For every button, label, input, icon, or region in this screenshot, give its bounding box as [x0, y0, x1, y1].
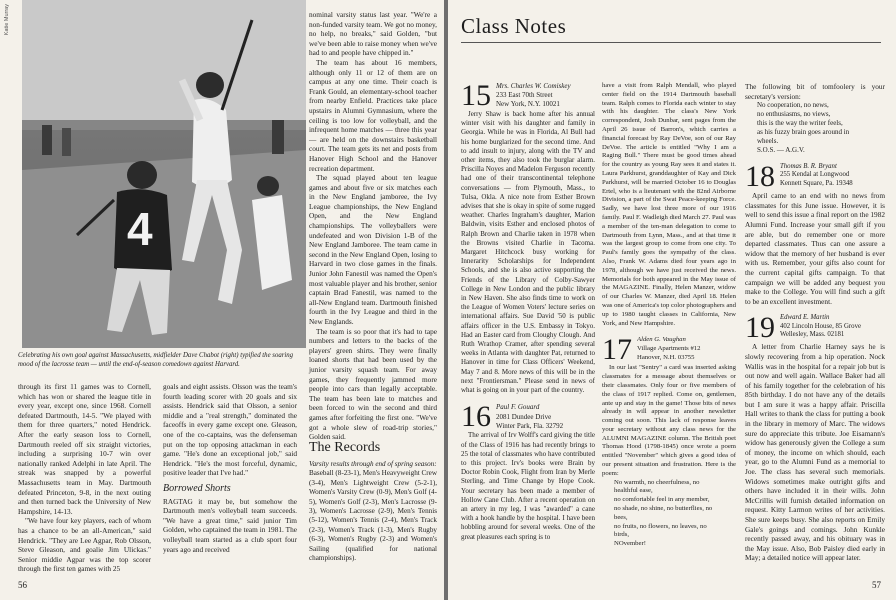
paragraph: RAGTAG it may be, but somehow the Dartmouth men's volleyball team succeeds. "We have a great time," said junior Tim Golden, who captained the team in 1981. The volleyball team started as a club sport four years ago and received [163, 496, 297, 554]
lacrosse-photo [22, 0, 306, 348]
secretary-city: Winter Park, Fla. 32792 [496, 421, 564, 430]
class-year-17: 17 [602, 336, 632, 367]
secretary-name: Edward E. Martin [780, 314, 830, 322]
article-column-1 [18, 382, 151, 574]
class-1917-entry [602, 336, 736, 549]
poem-line: No warmth, no cheerfulness, no [614, 478, 700, 486]
class-note-text: have a visit from Ralph Mendall, who played center field on the 1914 Dartmouth baseball team. Ralph comes to Florida each winter to stay with his daughter. The class's New York correspondent, Josh Dunbar, sent pages from the April 26 issue of Barron's, which carries a financial forecast by Ray DeVoe, son of our Ray DeVoe. The article is entitled "Why I am a Raging Bull." There must be good times ahead for the country as young Ray sees it and states it. Laura Parkhurst, granddaughter of Kay and Dick Parkhurst, will be married October 16 to Douglas Ertel, who is a lieutenant with the 82nd Airborne Division, a part of the Swat Peace-keeping Force. Sadly, we have lost three more of our 1916 family. Paul F. Wadleigh died March 27. Paul was a member of the ten-man delegation to come to Dartmouth from Lynn, Mass., and at that time it was the largest group to come from one city. To Paul's family goes the sympathy of the class. Also, Frank W. Adams died four years ago in 1978, although we have just received the news. Memorials for both appeared in the May issue of the MAGAZINE. Finally, Helen Manzer, widow of our Charles W. Manzer, died April 18. Helen was one of America's top color photographers and up to 1980 taught classes in California, New York, and New Hampshire. [602, 82, 736, 327]
secretary-street: 2081 Dundee Drive [496, 412, 552, 421]
poem-line: S.O.S. — A.G.V. [757, 146, 805, 155]
class-note-text: April came to an end with no news from classmates for this June issue. However, it is well to send this issue a final report on the 1982 Alumni Fund. Increase your small gift if you are able, but do remember one or more departed classmates. Thus can one assure a widow that the memory of her husband is ever with us. Remember, your gifts also count for the current capital gifts campaign. To that campaign we will be added any bequest you make to the College. You will find such a gift to be an excellent investment. [745, 191, 885, 306]
class-notes-title: Class Notes [461, 14, 567, 38]
class-year-19: 19 [745, 314, 775, 345]
poem-line: no shade, no shine, no butterflies, no [614, 505, 713, 513]
article-column-3 [309, 10, 437, 442]
page-number-right: 57 [872, 580, 881, 590]
page-number-left: 56 [18, 580, 27, 590]
title-rule [461, 42, 881, 43]
borrowed-shorts-heading: Borrowed Shorts [163, 482, 231, 494]
records-heading: The Records [309, 440, 381, 455]
class-note-text: In our last "Sentry" a card was inserted asking classmates for a message about themselves or their classmates. Only four or five members of the class of 1917 replied. Come on, gentlemen, ante up and stay in the game! Those bits of news already in will appear in another newsletter coming out soon. This lack of response leaves your secretary without any class news for the ALUMNI MAGAZINE column. The British poet Thomas Hood (1798-1845) once wrote a poem entitled "November" which gives a good idea of our present situation and frustration. Here is the poem: [602, 364, 736, 477]
class-note-text: Jerry Shaw is back home after his annual winter visit with his daughter and family in Georgia. While he was in Florida, Al Bull had his home burglarized for the second time. And to add insult to injury, along with the TV and other items, they also took the burglar alarm. Priscilla Noyes and Madelon Ferguson recently had one of their transcontinental telephone conversations — from Plymouth, Mass., to Tulsa, Okla. A nice note from Esther Brown advises that she is okay in spite of some rugged weather. Charles Ingraham's daughter, Marion Baldwin, visits Esther and enclosed photos of Ralph Brown and Charlie taken in 1978 when the Browns visited Charlie in Tacoma. Margaret Hitchcock busy working for Innerarity Scholarships for Independent Schools, and she is also active supporting the Friends of the Library of Colby-Sawyer College in New London and the public library in New Haven. She also finds time to work on the League of Women Voters' lecture series on international affairs. Sue David '50 is public affairs officer in the U.S. Embassy in Tokyo. Had an Easter card from Cloughy Clough. And Ruth Wrathop Cramer, after spending several weeks in Atlanta with daughter Pat, returned to Hanover in time for Class Officers' Weekend, May 7 and 8. More news of this will be in the next "Frontiersman." Please send in news of what is going on in your part of the country. [461, 110, 595, 395]
poem-line: this is the way the writer feels, [757, 119, 843, 128]
class-1916-entry [461, 403, 595, 541]
secretary-street: 233 East 70th Street [496, 91, 553, 100]
poem-line: No cooperation, no news, [757, 101, 829, 110]
poem-line: as his fuzzy brain goes around in [757, 128, 850, 137]
paragraph: The team is so poor that it's had to tape numbers and letters to the backs of the players' green shirts. They were finally loaned shorts that had been used by the junior varsity squash team. For away games, they frequently jammed more people into cars than legally acceptable. The team has been late to matches and been forced to win the second and third games after forfeiting the first one. "We've got a whole slew of road-trip stories," Golden said. [309, 326, 437, 442]
secretary-city: Wellesley, Mass. 02181 [780, 330, 845, 338]
left-page [0, 0, 444, 600]
poem-line: no comfortable feel in any member, [614, 496, 710, 504]
class-1918-entry [745, 163, 885, 306]
paragraph: through its first 11 games was to Cornell, which has won or shared the league title in every year, except one, since 1968. Cornell defeated Dartmouth, 14-5. "We played with them for three quarters," noted Hendrick. After the early season loss to Cornell, Dartmouth reeled off six straight victories, including a surprising 10-7 win over nationally ranked Adelphi in late April. The streak was snapped by a powerful Massachusetts team in May. Dartmouth defeated Princeton, 9-8, in the next outing and then turned back the University of New Hampshire, 14-13. [18, 382, 151, 516]
class-note-text: A letter from Charlie Harney says he is slowly recovering from a hip operation. Nock Wallis was in the hospital for a repair job but is out now and well again. Wallace Baker had all of his family together for the celebration of his 85th birthday. I do not have any of the details but I am sure it was a happy affair. Priscilla Hall writes to thank the class for putting a book in the library in memory of Marc. The widows sure do appreciate this tribute. Joe Eisamann's widow has generously given the College a sum of money, the income on which should, each year, go to the Alumni Fund as a memorial to Joe. The class has several such memorials. Widows sometimes make outright gifts and others have included it in their wills. John McCrillis will furnish detailed information on request. Kitty Larmon writes of her activities. She sure keeps busy. She also reports on Emily Gale's goings and comings. John Kunkle recently passed away, and his obituary was in the May issue. Also, Bob Paisley died early in May; a detailed notice will appear later. [745, 342, 885, 563]
paragraph: goals and eight assists. Olsson was the team's fourth leading scorer with 20 goals and six assists. Hendrick said that Olsson, a senior middie and a "real strength," dominated the faceoffs in every game except one. Gleason, one of the co-captains, was the defenseman put on the top opposing attackman in each game. "He's done an exceptional job," said Hendrick. "He's the most forceful, dynamic, positive leader that I've had." [163, 382, 297, 478]
secretary-name: Alden G. Vaughan [637, 336, 686, 344]
poem-line: NOvember! [614, 540, 646, 548]
article-column-2 [163, 382, 297, 554]
secretary-city: Kennett Square, Pa. 19348 [780, 179, 853, 187]
poem-line: wheels. [757, 137, 779, 146]
secretary-street: 402 Lincoln House, 85 Grove [780, 322, 861, 330]
records-block [309, 460, 437, 563]
tomfoolery-poem [745, 101, 885, 155]
class-notes-column-1 [461, 82, 595, 550]
secretary-name: Paul F. Gouard [496, 403, 540, 412]
class-1919-entry [745, 314, 885, 563]
paragraph: The squad played about ten league games and about five or six matches each in the New England jamboree, the Ivy League championships, the New England Open, and the New England championships. The volleyballers were undefeated and won Division 1-B of the New England Jamboree. The team came in second in the New England Open, losing to Harvard in two close games in the finals. Junior John Fanestil was named the Open's most valuable player and his brother, senior captain Brad Fanestil, was named to the all-New England team. Dartmouth finished fourth in the Ivy League and third in the New Englands. [309, 173, 437, 326]
photo-caption: Celebrating his own goal against Massachusetts, midfielder Dave Chabot (right) typified the soaring mood of the lacrosse team — until the end-of-season comedown against Harvard. [18, 352, 294, 368]
poem-line: no enthusiasms, no views, [757, 110, 831, 119]
records-list: Baseball (8-23-1), Men's Heavyweight Crew (3-4), Men's Lightweight Crew (5-2-1), Women's Varsity Crew (0-9), Men's Golf (4-5), Women's Golf (2-3), Men's Lacrosse (9-3), Women's Lacrosse (2-9), Men's Tennis (5-12), Women's Tennis (2-4), Men's Track (2-3), Women's Track (1-3), Men's Rugby (6-3), Women's Rugby (2-3) and Women's Sailing (qualified for national championships). [309, 469, 437, 563]
secretary-name: Mrs. Charles W. Comiskey [496, 82, 571, 90]
poem-line: healthful ease, [614, 487, 653, 495]
lacrosse-photo-illustration [22, 0, 306, 348]
photo-credit: Katie Murray [4, 4, 10, 36]
secretary-name: Thomas B. R. Bryant [780, 163, 837, 171]
class-note-text: The following bit of tomfoolery is your secretary's version: [745, 82, 885, 101]
class-year-15: 15 [461, 82, 491, 112]
poem-line: no fruits, no flowers, no leaves, no [614, 522, 707, 530]
class-notes-column-2 [602, 82, 736, 557]
paragraph: "We have four key players, each of whom has a chance to be an all-American," said Hendrick. "They are Lee Agpar, Rob Olsson, Steve Gleason, and goalie Jim Ulickas." Senior middie Agpar was the top scorer through the first ten games with 25 [18, 516, 151, 574]
jersey-number: 4 [127, 203, 153, 255]
poem-line: bees, [614, 513, 628, 521]
secretary-city: New York, N.Y. 10021 [496, 100, 560, 109]
poem-line: birds, [614, 531, 630, 539]
class-year-16: 16 [461, 403, 491, 434]
paragraph: nominal varsity status last year. "We're a non-funded varsity team. We got no money, no help, no breaks," said Golden, "but we've been able to raise money when we've had to and people have chipped in." [309, 10, 437, 58]
class-year-18: 18 [745, 163, 775, 194]
class-notes-column-3 [745, 82, 885, 571]
class-note-text: The arrival of Irv Wolff's card giving the title of the Class of 1916 has had recently brings to 25 the total of classmates who have contributed to this project. Irv's books were Brain by Doctor Robin Cook, Flight from Iran by Merle Sterling, and Time Change by Hope Cook. Your secretary has been made a member of Hollow Cane Club. After a recent operation on an artery in my leg, I was "awarded" a cane with a hook handle by the hospital. I have been hobbling around for several weeks. One of the great pleasures each spring is to [461, 431, 595, 541]
records-subtitle: Varsity results through end of spring season: [309, 460, 437, 468]
paragraph: The team has about 16 members, although only 11 or 12 of them are on campus at any one time. Their coach is Frank Gould, an elementary-school teacher from nearby Enfield. Practices take place upstairs in Alumni Gymnasium, where the ceiling is too low for volleyball, and the infrequent home matches — three this year — are held on the downstairs basketball court. The team gets its net and posts from Hanover High School and the Hanover recreation department. [309, 57, 437, 173]
class-1915-entry [461, 82, 595, 395]
secretary-street: Village Apartments #12 [637, 345, 701, 353]
secretary-city: Hanover, N.H. 03755 [637, 353, 695, 361]
november-poem [602, 479, 736, 549]
secretary-street: 255 Kendal at Longwood [780, 171, 850, 179]
